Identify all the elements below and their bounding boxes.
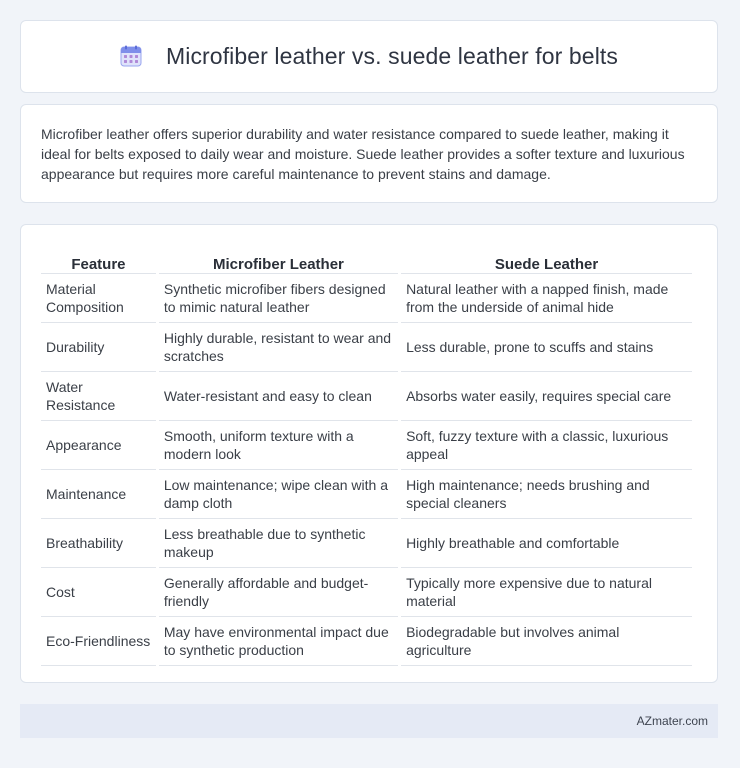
table-row: [41, 421, 692, 470]
column-header-suede: Suede Leather: [401, 245, 692, 274]
table-row: [41, 519, 692, 568]
table-row: [41, 568, 692, 617]
table-header-row: [41, 245, 692, 274]
table-cell: Absorbs water easily, requires special care: [401, 372, 692, 421]
table-row: [41, 617, 692, 666]
column-header-microfiber: Microfiber Leather: [159, 245, 398, 274]
table-row: [41, 470, 692, 519]
table-cell: Material Composition: [41, 274, 156, 323]
summary-card: [20, 104, 718, 203]
table-cell: May have environmental impact due to synthetic production: [159, 617, 398, 666]
table-cell: Water-resistant and easy to clean: [159, 372, 398, 421]
table-cell: Cost: [41, 568, 156, 617]
table-cell: Durability: [41, 323, 156, 372]
table-cell: Low maintenance; wipe clean with a damp cloth: [159, 470, 398, 519]
table-cell: Water Resistance: [41, 372, 156, 421]
table-cell: High maintenance; needs brushing and special cleaners: [401, 470, 692, 519]
table-cell: Smooth, uniform texture with a modern look: [159, 421, 398, 470]
table-cell: Soft, fuzzy texture with a classic, luxurious appeal: [401, 421, 692, 470]
table-cell: Synthetic microfiber fibers designed to mimic natural leather: [159, 274, 398, 323]
comparison-table: [38, 245, 695, 666]
table-cell: Typically more expensive due to natural material: [401, 568, 692, 617]
table-cell: Biodegradable but involves animal agriculture: [401, 617, 692, 666]
column-header-feature: Feature: [41, 245, 156, 274]
summary-text: Microfiber leather offers superior durability and water resistance compared to suede leather, making it ideal for belts exposed to daily wear and moisture. Suede leather provides a softer texture and luxurious appearance but requires more careful maintenance to prevent stains and damage.: [41, 126, 685, 182]
table-row: [41, 323, 692, 372]
table-cell: Less breathable due to synthetic makeup: [159, 519, 398, 568]
table-row: [41, 274, 692, 323]
table-cell: Natural leather with a napped finish, made from the underside of animal hide: [401, 274, 692, 323]
comparison-table-card: [20, 224, 718, 683]
footer: [20, 704, 718, 738]
table-cell: Breathability: [41, 519, 156, 568]
table-cell: Maintenance: [41, 470, 156, 519]
calendar-icon: [120, 45, 142, 67]
table-row: [41, 372, 692, 421]
table-cell: Highly breathable and comfortable: [401, 519, 692, 568]
table-cell: Eco-Friendliness: [41, 617, 156, 666]
table-cell: Appearance: [41, 421, 156, 470]
footer-brand: AZmater.com: [636, 714, 708, 728]
table-cell: Highly durable, resistant to wear and scratches: [159, 323, 398, 372]
table-cell: Less durable, prone to scuffs and stains: [401, 323, 692, 372]
title-card: [20, 20, 718, 93]
page-title: Microfiber leather vs. suede leather for belts: [165, 43, 619, 69]
table-cell: Generally affordable and budget-friendly: [159, 568, 398, 617]
